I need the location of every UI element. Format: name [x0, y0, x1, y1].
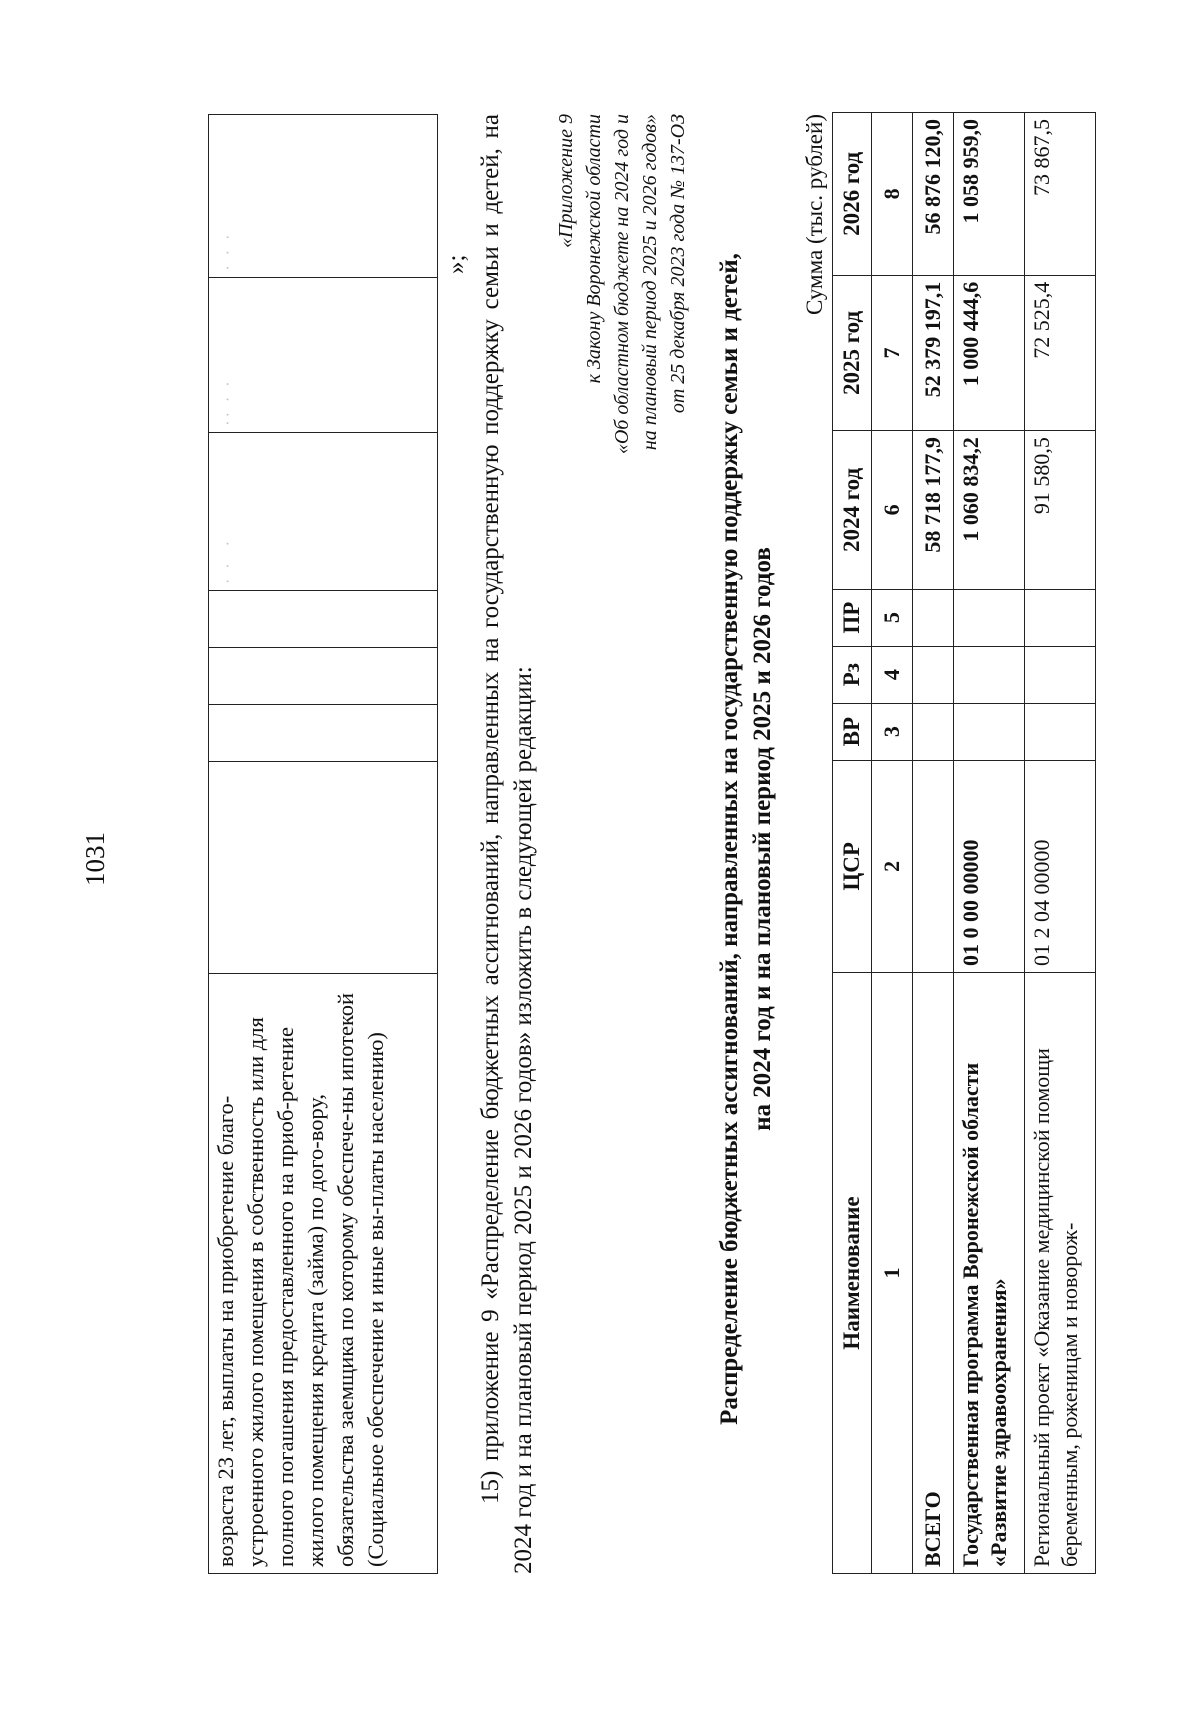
header-2024: 2024 год — [833, 431, 872, 590]
row-amount-2024: 91 580,5 — [1025, 431, 1096, 590]
continuation-table — [208, 114, 438, 1574]
table-row — [1025, 113, 1096, 1574]
continuation-cell-csr — [209, 761, 438, 973]
amendment-paragraph — [474, 114, 540, 1574]
allocation-table — [832, 112, 1096, 1574]
row-amount-2024: 1 060 834,2 — [954, 431, 1025, 590]
column-number: 6 — [872, 431, 913, 590]
continuation-cell-text: возраста 23 лет, выплаты на приобретение благо-устроенного жилого помещения в собственность или для полного погашения предоставленного на приоб-ретение жилого помещения кредита (займа) по дого-вору, обязательства заемщика по которому обеспече-ны ипотекой (Социальное обеспечение и иные вы-платы населению) — [209, 973, 438, 1573]
appendix-ref-line: «Об областном бюджете на 2024 год и — [611, 114, 633, 455]
row-pr — [913, 589, 954, 646]
row-pr — [954, 589, 1025, 646]
row-name: Региональный проект «Оказание медицинской помощи беременным, роженицам и новорож- — [1025, 973, 1096, 1574]
row-amount-2025: 52 379 197,1 — [913, 275, 954, 430]
column-number: 3 — [872, 703, 913, 760]
table-row — [913, 113, 954, 1574]
row-rz — [1025, 646, 1096, 703]
row-amount-2026: 1 058 959,0 — [954, 113, 1025, 276]
document-title-line: на 2024 год и на плановый период 2025 и 2026 годов — [749, 547, 776, 1131]
column-number: 1 — [872, 973, 913, 1574]
continuation-cell-vr — [209, 704, 438, 761]
column-number: 7 — [872, 275, 913, 430]
header-vr: ВР — [833, 703, 872, 760]
document-title-line: Распределение бюджетных ассигнований, направленных на государственную поддержку семьи и детей, — [716, 253, 743, 1425]
header-rz: Рз — [833, 646, 872, 703]
row-pr — [1025, 589, 1096, 646]
document-title — [713, 149, 779, 1529]
continuation-cell-pr — [209, 591, 438, 648]
column-number-row — [872, 113, 913, 1574]
closing-quote: »; — [443, 254, 470, 274]
column-number: 8 — [872, 113, 913, 276]
row-csr: 01 2 04 00000 — [1025, 760, 1096, 972]
row-name: ВСЕГО — [913, 973, 954, 1574]
appendix-ref-line: к Закону Воронежской области — [583, 114, 605, 384]
appendix-ref-line: от 25 декабря 2023 года № 137-ОЗ — [667, 114, 689, 414]
column-number: 5 — [872, 589, 913, 646]
appendix-ref-line: на плановый период 2025 и 2026 годов» — [639, 114, 661, 451]
row-rz — [913, 646, 954, 703]
header-2026: 2026 год — [833, 113, 872, 276]
row-vr — [913, 703, 954, 760]
row-amount-2026: 56 876 120,0 — [913, 113, 954, 276]
continuation-cell-2025: ·· · · — [209, 277, 438, 432]
column-number: 4 — [872, 646, 913, 703]
header-pr: ПР — [833, 589, 872, 646]
row-csr — [913, 760, 954, 972]
row-amount-2024: 58 718 177,9 — [913, 431, 954, 590]
header-csr: ЦСР — [833, 760, 872, 972]
row-csr: 01 0 00 00000 — [954, 760, 1025, 972]
continuation-cell-rz — [209, 647, 438, 704]
row-vr — [954, 703, 1025, 760]
appendix-reference — [552, 114, 692, 789]
continuation-cell-2026: · · · — [209, 115, 438, 278]
header-2025: 2025 год — [833, 275, 872, 430]
continuation-cell-2024: · · · — [209, 432, 438, 590]
page-number: 1031 — [80, 832, 110, 886]
row-amount-2026: 73 867,5 — [1025, 113, 1096, 276]
amendment-paragraph-text: 15) приложение 9 «Распределение бюджетных ассигнований, направленных на государственную поддержку семьи и детей, на 2024 год и на плановый период 2025 и 2026 годов» изложить в следующей редакции: — [477, 114, 537, 1574]
header-name: Наименование — [833, 973, 872, 1574]
appendix-ref-line: «Приложение 9 — [555, 114, 577, 248]
units-label: Сумма (тыс. рублей) — [802, 114, 827, 315]
table-row — [954, 113, 1025, 1574]
column-number: 2 — [872, 760, 913, 972]
row-amount-2025: 72 525,4 — [1025, 275, 1096, 430]
row-name: Государственная программа Воронежской области «Развитие здравоохранения» — [954, 973, 1025, 1574]
row-rz — [954, 646, 1025, 703]
row-vr — [1025, 703, 1096, 760]
row-amount-2025: 1 000 444,6 — [954, 275, 1025, 430]
